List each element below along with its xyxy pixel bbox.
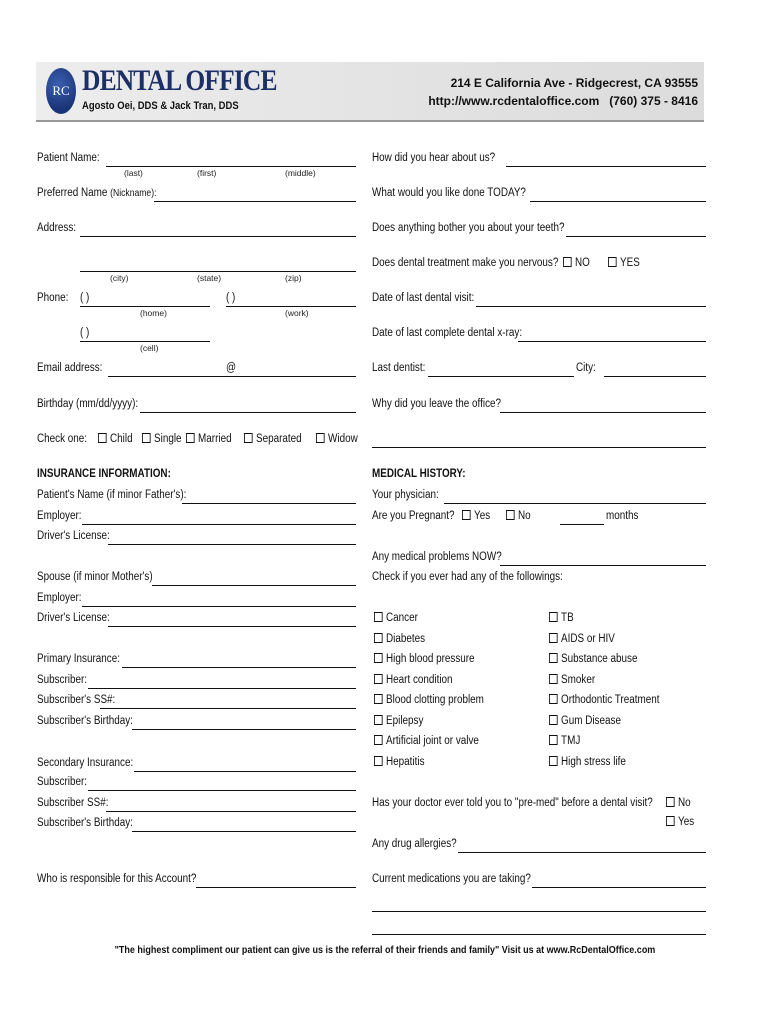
allergies-label: Any drug allergies? bbox=[372, 838, 457, 850]
drivers-license-field[interactable] bbox=[108, 544, 356, 545]
bother-field[interactable] bbox=[566, 236, 706, 237]
home-hint: (home) bbox=[140, 308, 167, 318]
last-dentist-field[interactable] bbox=[428, 376, 574, 377]
problems-now-label: Any medical problems NOW? bbox=[372, 551, 502, 563]
patient-name-label: Patient Name: bbox=[37, 152, 100, 164]
condition-orthodontic[interactable]: Orthodontic Treatment bbox=[549, 693, 659, 707]
subscriber-label: Subscriber: bbox=[37, 674, 88, 686]
months-label: months bbox=[606, 510, 639, 522]
email-field[interactable] bbox=[108, 376, 356, 377]
months-field[interactable] bbox=[560, 524, 604, 525]
first-hint: (first) bbox=[197, 168, 217, 178]
checkbox-icon bbox=[374, 653, 383, 663]
last-dentist-label: Last dentist: bbox=[372, 362, 426, 374]
premed-no[interactable]: No bbox=[666, 796, 691, 810]
bother-label: Does anything bother you about your teeth? bbox=[372, 222, 565, 234]
checkbox-icon bbox=[608, 257, 617, 267]
drivers-license2-label: Driver's License: bbox=[37, 612, 110, 624]
address-label: Address: bbox=[37, 222, 77, 234]
subscriber2-field[interactable] bbox=[88, 790, 356, 791]
work-area-code: ( ) bbox=[226, 292, 236, 304]
checkbox-icon bbox=[549, 633, 558, 643]
condition-cancer[interactable]: Cancer bbox=[374, 611, 418, 625]
employer2-field[interactable] bbox=[82, 606, 356, 607]
medications-line3[interactable] bbox=[372, 934, 706, 935]
checkbox-icon bbox=[374, 633, 383, 643]
condition-tmj[interactable]: TMJ bbox=[549, 734, 580, 748]
nervous-yes[interactable]: YES bbox=[608, 256, 640, 270]
checkbox-icon bbox=[374, 674, 383, 684]
checkbox-icon bbox=[549, 735, 558, 745]
checkbox-icon bbox=[374, 756, 383, 766]
hear-field[interactable] bbox=[506, 166, 706, 167]
subscriber-ss2-label: Subscriber SS#: bbox=[37, 797, 109, 809]
checkbox-icon bbox=[549, 694, 558, 704]
website: http://www.rcdentaloffice.com bbox=[428, 94, 600, 108]
employer-field[interactable] bbox=[82, 524, 356, 525]
work-phone-field[interactable] bbox=[226, 306, 356, 307]
phone-label: Phone: bbox=[37, 292, 69, 304]
subscriber2-label: Subscriber: bbox=[37, 776, 88, 788]
patients-name-label: Patient's Name (if minor Father's): bbox=[37, 489, 187, 501]
subscriber-ss-field[interactable] bbox=[100, 708, 356, 709]
premed-yes[interactable]: Yes bbox=[666, 815, 694, 829]
office-address: 214 E California Ave - Ridgecrest, CA 93555 bbox=[450, 76, 698, 90]
checkbox-icon bbox=[98, 433, 107, 443]
checkbox-icon bbox=[462, 510, 471, 520]
marital-widow[interactable]: Widow bbox=[316, 432, 358, 446]
checkbox-icon bbox=[186, 433, 195, 443]
nervous-no[interactable]: NO bbox=[563, 256, 590, 270]
subscriber-bday2-field[interactable] bbox=[132, 831, 356, 832]
checkbox-icon bbox=[316, 433, 325, 443]
preferred-name-field[interactable] bbox=[154, 201, 356, 202]
checkbox-icon bbox=[666, 797, 675, 807]
checkbox-icon bbox=[506, 510, 515, 520]
condition-gum-disease[interactable]: Gum Disease bbox=[549, 714, 621, 728]
condition-heart[interactable]: Heart condition bbox=[374, 673, 453, 687]
address-field[interactable] bbox=[80, 236, 356, 237]
medications-field[interactable] bbox=[532, 887, 706, 888]
checkbox-icon bbox=[549, 756, 558, 766]
checkbox-icon bbox=[549, 653, 558, 663]
checkbox-icon bbox=[549, 715, 558, 725]
preferred-name-label: Preferred Name (Nickname): bbox=[37, 187, 157, 199]
work-hint: (work) bbox=[285, 308, 309, 318]
footer-note: "The highest compliment our patient can give us is the referral of their friends and family" Visit us at www.RcDentalOffice.com bbox=[114, 945, 656, 956]
subscriber-ss-label: Subscriber's SS#: bbox=[37, 694, 116, 706]
checkbox-icon bbox=[142, 433, 151, 443]
today-label: What would you like done TODAY? bbox=[372, 187, 526, 199]
at-sign: @ bbox=[226, 362, 237, 374]
subscriber-bday2-label: Subscriber's Birthday: bbox=[37, 817, 133, 829]
condition-artificial-joint[interactable]: Artificial joint or valve bbox=[374, 734, 479, 748]
pregnant-no[interactable]: No bbox=[506, 509, 531, 523]
office-phone: (760) 375 - 8416 bbox=[609, 94, 698, 108]
condition-hepatitis[interactable]: Hepatitis bbox=[374, 755, 425, 769]
birthday-field[interactable] bbox=[140, 412, 356, 413]
today-field[interactable] bbox=[530, 201, 706, 202]
primary-insurance-field[interactable] bbox=[122, 667, 356, 668]
spouse-label: Spouse (if minor Mother's) bbox=[37, 571, 153, 583]
zip-hint: (zip) bbox=[285, 273, 302, 283]
condition-smoker[interactable]: Smoker bbox=[549, 673, 595, 687]
allergies-field[interactable] bbox=[458, 852, 706, 853]
checkbox-icon bbox=[374, 612, 383, 622]
last-xray-label: Date of last complete dental x-ray: bbox=[372, 327, 523, 339]
responsible-field[interactable] bbox=[196, 887, 356, 888]
marital-single[interactable]: Single bbox=[142, 432, 182, 446]
hear-label: How did you hear about us? bbox=[372, 152, 496, 164]
cell-area-code: ( ) bbox=[80, 327, 90, 339]
subscriber-ss2-field[interactable] bbox=[106, 811, 356, 812]
why-leave-line2[interactable] bbox=[372, 447, 706, 448]
primary-insurance-label: Primary Insurance: bbox=[37, 653, 121, 665]
medical-heading: MEDICAL HISTORY: bbox=[372, 468, 466, 480]
middle-hint: (middle) bbox=[285, 168, 316, 178]
condition-high-stress[interactable]: High stress life bbox=[549, 755, 626, 769]
condition-epilepsy[interactable]: Epilepsy bbox=[374, 714, 423, 728]
physician-label: Your physician: bbox=[372, 489, 439, 501]
dentist-city-field[interactable] bbox=[604, 376, 706, 377]
physician-field[interactable] bbox=[444, 503, 706, 504]
last-xray-field[interactable] bbox=[518, 341, 706, 342]
subscriber-bday-field[interactable] bbox=[132, 729, 356, 730]
drivers-license2-field[interactable] bbox=[108, 626, 356, 627]
pregnant-yes[interactable]: Yes bbox=[462, 509, 490, 523]
checkbox-icon bbox=[244, 433, 253, 443]
employer2-label: Employer: bbox=[37, 592, 82, 604]
condition-substance-abuse[interactable]: Substance abuse bbox=[549, 652, 637, 666]
brand-name: DENTAL OFFICE bbox=[82, 64, 277, 97]
check-if-label: Check if you ever had any of the followings: bbox=[372, 571, 563, 583]
birthday-label: Birthday (mm/dd/yyyy): bbox=[37, 398, 139, 410]
website-phone bbox=[428, 94, 698, 108]
home-area-code: ( ) bbox=[80, 292, 90, 304]
checkbox-icon bbox=[549, 674, 558, 684]
patient-name-field[interactable] bbox=[106, 166, 356, 167]
premed-label: Has your doctor ever told you to "pre-med" before a dental visit? bbox=[372, 797, 653, 809]
drivers-license-label: Driver's License: bbox=[37, 530, 110, 542]
last-hint: (last) bbox=[124, 168, 143, 178]
cell-phone-field[interactable] bbox=[80, 341, 210, 342]
why-leave-field[interactable] bbox=[500, 412, 706, 413]
marital-separated[interactable]: Separated bbox=[244, 432, 302, 446]
letterhead bbox=[36, 62, 704, 122]
condition-blood-clotting[interactable]: Blood clotting problem bbox=[374, 693, 484, 707]
medications-label: Current medications you are taking? bbox=[372, 873, 531, 885]
checkbox-icon bbox=[549, 612, 558, 622]
checkbox-icon bbox=[666, 816, 675, 826]
subscriber-bday-label: Subscriber's Birthday: bbox=[37, 715, 133, 727]
cell-hint: (cell) bbox=[140, 343, 159, 353]
dentist-city-label: City: bbox=[576, 362, 596, 374]
marital-child[interactable]: Child bbox=[98, 432, 133, 446]
rc-logo: RC bbox=[46, 68, 76, 114]
pregnant-label: Are you Pregnant? bbox=[372, 510, 455, 522]
condition-tb[interactable]: TB bbox=[549, 611, 574, 625]
last-visit-label: Date of last dental visit: bbox=[372, 292, 475, 304]
spouse-field[interactable] bbox=[152, 585, 356, 586]
patients-name-field[interactable] bbox=[182, 503, 356, 504]
condition-high-blood-pressure[interactable]: High blood pressure bbox=[374, 652, 475, 666]
last-visit-field[interactable] bbox=[476, 306, 706, 307]
condition-diabetes[interactable]: Diabetes bbox=[374, 632, 425, 646]
address-line2-field[interactable] bbox=[80, 271, 356, 272]
secondary-insurance-field[interactable] bbox=[134, 771, 356, 772]
marital-married[interactable]: Married bbox=[186, 432, 232, 446]
nervous-label: Does dental treatment make you nervous? bbox=[372, 257, 559, 269]
responsible-label: Who is responsible for this Account? bbox=[37, 873, 197, 885]
subscriber-field[interactable] bbox=[88, 688, 356, 689]
employer-label: Employer: bbox=[37, 510, 82, 522]
checkbox-icon bbox=[374, 735, 383, 745]
email-label: Email address: bbox=[37, 362, 103, 374]
problems-now-field[interactable] bbox=[500, 565, 706, 566]
secondary-insurance-label: Secondary Insurance: bbox=[37, 757, 134, 769]
insurance-heading: INSURANCE INFORMATION: bbox=[37, 468, 171, 480]
why-leave-label: Why did you leave the office? bbox=[372, 398, 502, 410]
checkbox-icon bbox=[563, 257, 572, 267]
checkbox-icon bbox=[374, 715, 383, 725]
checkbox-icon bbox=[374, 694, 383, 704]
home-phone-field[interactable] bbox=[80, 306, 210, 307]
medications-line2[interactable] bbox=[372, 911, 706, 912]
city-hint: (city) bbox=[110, 273, 129, 283]
doctor-names: Agosto Oei, DDS & Jack Tran, DDS bbox=[82, 100, 239, 112]
condition-aids-hiv[interactable]: AIDS or HIV bbox=[549, 632, 615, 646]
state-hint: (state) bbox=[197, 273, 222, 283]
check-one-label: Check one: bbox=[37, 433, 88, 445]
